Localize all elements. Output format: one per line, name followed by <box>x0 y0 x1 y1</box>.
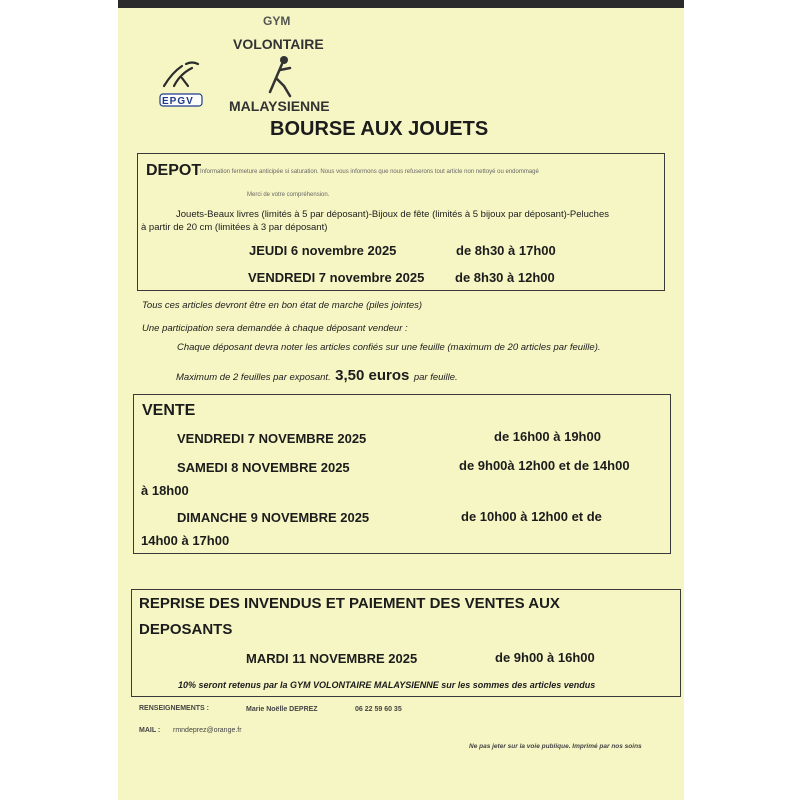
depot-items-1: Jouets-Beaux livres (limités à 5 par déposant)-Bijoux de fête (limités à 5 bijoux par déposant)-Peluches <box>176 209 609 220</box>
notes-max-prefix: Maximum de 2 feuilles par exposant. <box>176 372 331 383</box>
vente-day-1: VENDREDI 7 NOVEMBRE 2025 <box>177 431 367 446</box>
gymnast-icon <box>262 52 296 100</box>
vente-day-2: SAMEDI 8 NOVEMBRE 2025 <box>177 460 350 475</box>
header-gym: GYM <box>263 14 291 28</box>
contact-email: rmndeprez@orange.fr <box>173 727 242 734</box>
vente-time-2a: de 9h00à 12h00 et de 14h00 <box>459 458 630 473</box>
notes-line-1: Tous ces articles devront être en bon état de marche (piles jointes) <box>142 300 423 311</box>
vente-day-3: DIMANCHE 9 NOVEMBRE 2025 <box>177 510 370 525</box>
reprise-day: MARDI 11 NOVEMBRE 2025 <box>246 651 418 666</box>
depot-merci: Merci de votre compréhension. <box>247 192 330 198</box>
vente-time-1: de 16h00 à 19h00 <box>494 429 601 444</box>
contact-phone: 06 22 59 60 35 <box>355 706 402 713</box>
depot-time-2: de 8h30 à 12h00 <box>455 270 555 285</box>
renseignements-label: RENSEIGNEMENTS : <box>139 705 210 712</box>
logo-text: EPGV <box>162 96 194 107</box>
header-volontaire: VOLONTAIRE <box>233 36 324 52</box>
top-edge <box>118 0 684 8</box>
notes-max-line <box>176 367 458 385</box>
vente-time-2b: à 18h00 <box>141 483 189 498</box>
reprise-heading-2: DEPOSANTS <box>139 621 233 638</box>
depot-heading: DEPOT <box>146 162 202 179</box>
contact-name: Marie Noëlle DEPREZ <box>246 706 318 713</box>
reprise-heading-1: REPRISE DES INVENDUS ET PAIEMENT DES VENTES AUX <box>139 595 560 612</box>
notes-price: 3,50 euros <box>335 367 410 384</box>
depot-day-1: JEUDI 6 novembre 2025 <box>249 243 397 258</box>
vente-time-3a: de 10h00 à 12h00 et de <box>461 509 602 524</box>
page-title: BOURSE AUX JOUETS <box>270 118 489 140</box>
disclaimer: Ne pas jeter sur la voie publique. Imprimé par nos soins <box>469 743 642 750</box>
mail-label: MAIL : <box>139 727 161 734</box>
header-malaysienne: MALAYSIENNE <box>229 98 330 114</box>
depot-time-1: de 8h30 à 17h00 <box>456 243 556 258</box>
notes-line-3: Chaque déposant devra noter les articles confiés sur une feuille (maximum de 20 articles par feuille). <box>177 342 601 353</box>
notes-line-2: Une participation sera demandée à chaque déposant vendeur : <box>142 323 408 334</box>
vente-time-3b: 14h00 à 17h00 <box>141 533 230 548</box>
vente-heading: VENTE <box>142 402 196 419</box>
depot-day-2: VENDREDI 7 novembre 2025 <box>248 270 425 285</box>
reprise-note: 10% seront retenus par la GYM VOLONTAIRE MALAYSIENNE sur les sommes des articles vendus <box>178 680 596 690</box>
depot-items-2: à partir de 20 cm (limitées à 3 par déposant) <box>141 222 328 233</box>
notes-max-suffix: par feuille. <box>413 372 458 383</box>
depot-notice: Information fermeture anticipée si saturation. Nous vous informons que nous refuserons tout article non nettoyé ou endommagé <box>200 169 539 175</box>
reprise-time: de 9h00 à 16h00 <box>495 650 595 665</box>
